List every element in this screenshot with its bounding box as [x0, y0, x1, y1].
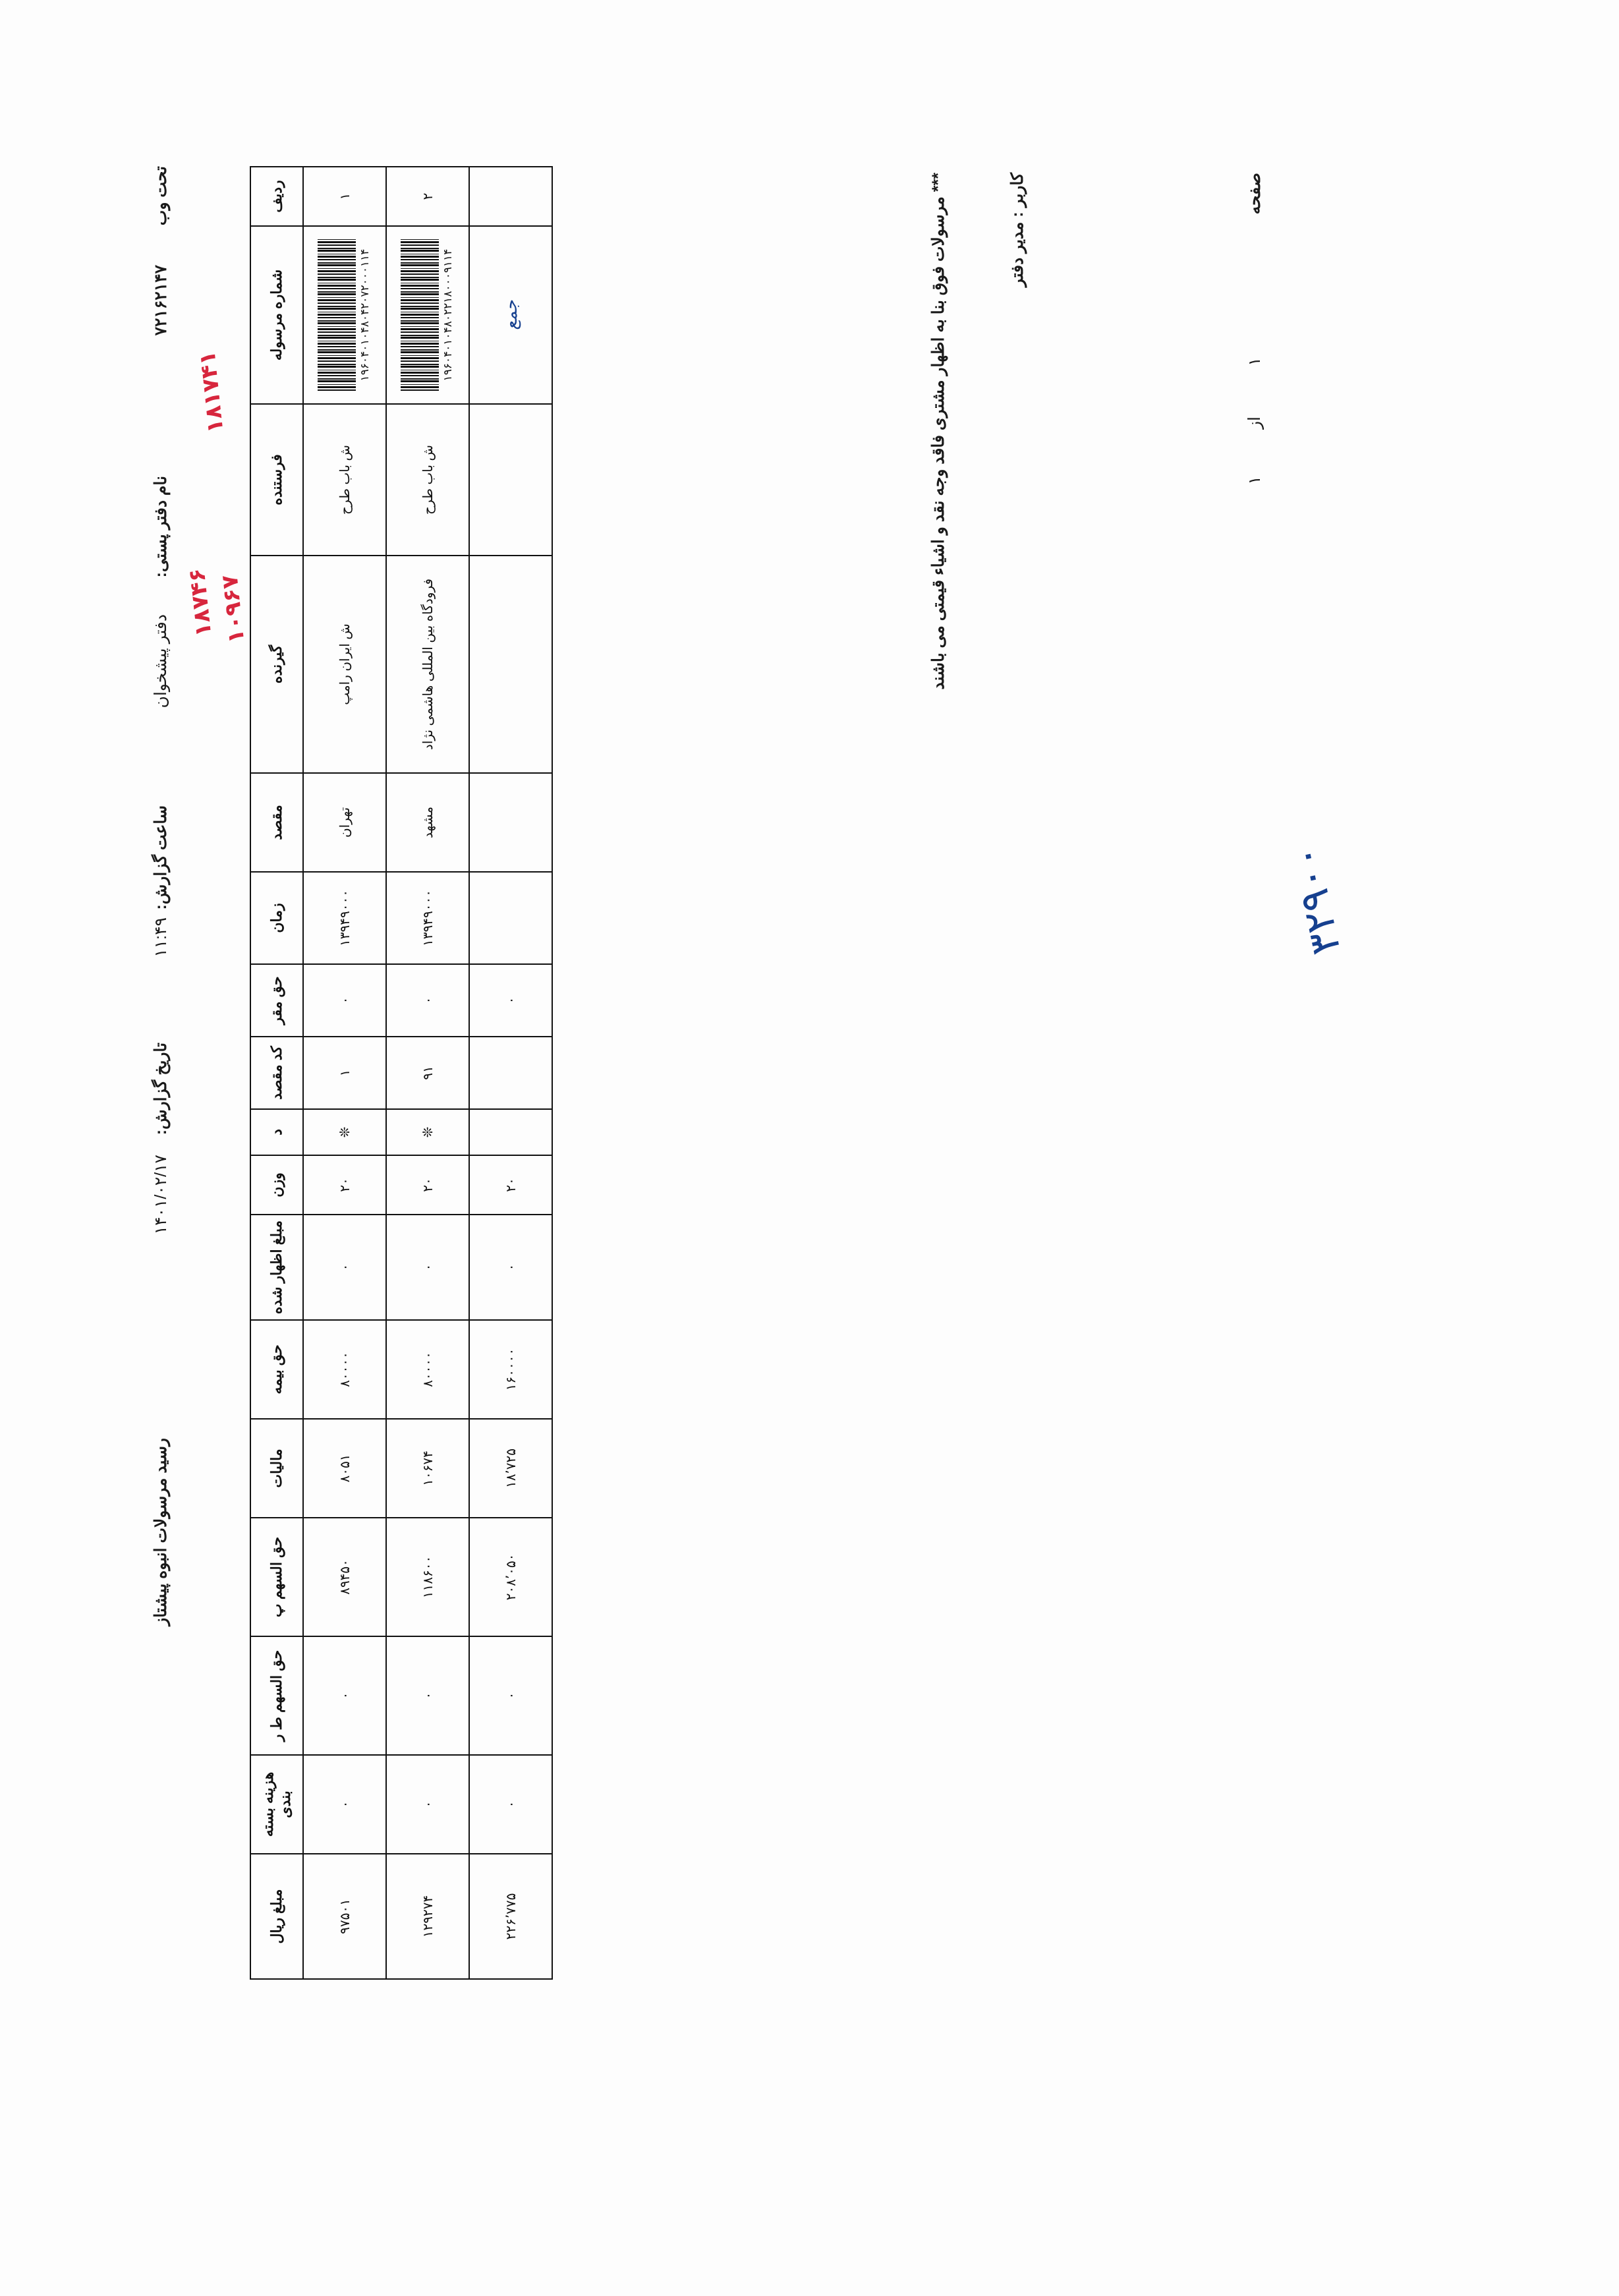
cell-declared-amount: ۰: [386, 1215, 469, 1320]
cell-packing-cost: ۰: [303, 1755, 386, 1854]
cell-sender: ش باب طرح: [386, 404, 469, 556]
cell-destination: [469, 773, 552, 872]
th-packing-cost: هزینه بسته بندی: [250, 1755, 303, 1854]
cell-tracking-number: [303, 226, 386, 404]
header-web-label: تحت وب: [151, 166, 170, 226]
cell-amount-rial: ۹۷۵۰۱: [303, 1854, 386, 1979]
cell-insurance: ۸۰۰۰۰: [303, 1320, 386, 1419]
th-weight: وزن: [250, 1155, 303, 1215]
cell-packing-cost: ۰: [386, 1755, 469, 1854]
cell-time: ۱۳۹۴۹۰۰۰: [303, 872, 386, 964]
handwritten-total-mark: جمع: [500, 300, 520, 330]
cell-tax: ۸۰۵۱: [303, 1419, 386, 1518]
barcode-number: ۱۹۶۰۴۰۱۰۴۸۰۴۲۰۷۲۰۰۰۱۱۴: [358, 248, 371, 382]
th-fee-right: حق مقر: [250, 964, 303, 1037]
cell-amount-rial: ۱۲۹۲۷۴: [386, 1854, 469, 1979]
th-insurance: حق بیمه: [250, 1320, 303, 1419]
cell-declared-amount: ۰: [469, 1215, 552, 1320]
document-body: [52, 67, 1568, 2229]
cell-d: ❊: [303, 1109, 386, 1155]
user-label: کاربر : مدیر دفتر: [1008, 173, 1027, 287]
report-date-label: تاریخ گزارش:: [151, 1043, 170, 1135]
page-total: ۱: [1245, 476, 1264, 485]
report-time-label: ساعت گزارش:: [151, 805, 170, 910]
table-row: [303, 167, 386, 1979]
red-note-2: ۱۸۷۴۶: [183, 567, 217, 638]
shipments-table: [250, 166, 553, 1980]
handwritten-blue-note: ۳۲۹۰۰: [1279, 841, 1350, 959]
red-note-3: ۱۰۹۶۷: [216, 573, 250, 645]
cell-share-tr: ۰: [303, 1636, 386, 1755]
cell-fee-right: ۰: [386, 964, 469, 1037]
cell-row: ۲: [386, 167, 469, 226]
th-tracking-number: شماره مرسوله: [250, 226, 303, 404]
cell-row: ۱: [303, 167, 386, 226]
cell-dest-code: ۱: [303, 1037, 386, 1109]
header-tracking-code: ۷۲۱۶۲۱۴۷: [151, 265, 170, 336]
cell-fee-right: ۰: [469, 964, 552, 1037]
cell-destination: تهران: [303, 773, 386, 872]
th-dest-code: کد مقصد: [250, 1037, 303, 1109]
cell-destination: مشهد: [386, 773, 469, 872]
cell-insurance: ۱۶۰۰۰۰: [469, 1320, 552, 1419]
report-time-value: ۱۱:۴۹: [151, 917, 170, 958]
th-d: د: [250, 1109, 303, 1155]
cell-dest-code: [469, 1037, 552, 1109]
th-share-tr: حق السهم ط ر: [250, 1636, 303, 1755]
cell-insurance: ۸۰۰۰۰: [386, 1320, 469, 1419]
document-title: رسید مرسولات انبوه پیشتاز: [151, 1438, 170, 1626]
red-note-1: ۱۸۱۷۴۱: [194, 349, 229, 434]
table-header-row: [250, 167, 303, 1979]
cell-tax: ۱۰۶۷۴: [386, 1419, 469, 1518]
cell-tracking-number: [386, 226, 469, 404]
barcode-number: ۱۹۶۰۴۰۱۰۴۸۰۲۲۱۸۰۰۰۹۱۱۴: [441, 248, 454, 382]
cell-weight: ۲۰: [386, 1155, 469, 1215]
barcode-image: [401, 239, 439, 391]
cell-weight: ۲۰: [303, 1155, 386, 1215]
th-share-p: حق السهم پ: [250, 1518, 303, 1636]
cell-share-p: ۲۰۸٬۰۵۰: [469, 1518, 552, 1636]
cell-receiver: فرودگاه بین المللی هاشمی نژاد: [386, 556, 469, 773]
th-tax: مالیات: [250, 1419, 303, 1518]
th-time: زمان: [250, 872, 303, 964]
cell-tax: ۱۸٬۷۲۵: [469, 1419, 552, 1518]
th-amount-rial: مبلغ ریال: [250, 1854, 303, 1979]
cell-share-tr: ۰: [386, 1636, 469, 1755]
th-destination: مقصد: [250, 773, 303, 872]
cell-time: [469, 872, 552, 964]
cell-fee-right: ۰: [303, 964, 386, 1037]
cell-share-tr: ۰: [469, 1636, 552, 1755]
post-office-label: نام دفتر پستی:: [151, 476, 170, 578]
th-row: ردیف: [250, 167, 303, 226]
cell-d: ❊: [386, 1109, 469, 1155]
cell-total-label: [469, 226, 552, 404]
cell-d: [469, 1109, 552, 1155]
page-current: ۱: [1245, 357, 1264, 366]
cell-receiver: ش ایران رامپ: [303, 556, 386, 773]
cell-amount-rial: ۲۲۶٬۷۷۵: [469, 1854, 552, 1979]
cell-packing-cost: ۰: [469, 1755, 552, 1854]
cell-sender: [469, 404, 552, 556]
document-rotator: [52, 67, 1568, 2229]
cell-row: [469, 167, 552, 226]
report-date-value: ۱۴۰۱/۰۲/۱۷: [151, 1155, 170, 1235]
cell-sender: ش باب طرح: [303, 404, 386, 556]
post-office-value: دفتر پیشخوان: [151, 614, 170, 708]
cell-share-p: ۸۹۴۵۰: [303, 1518, 386, 1636]
th-receiver: گیرنده: [250, 556, 303, 773]
disclaimer-note: *** مرسولات فوق بنا به اظهار مشتری فاقد وجه نقد و اشیاء قیمتی می باشند: [928, 173, 948, 690]
cell-share-p: ۱۱۸۶۰۰: [386, 1518, 469, 1636]
cell-dest-code: ۹۱: [386, 1037, 469, 1109]
page-label: صفحه: [1245, 173, 1264, 215]
th-declared-amount: مبلغ اظهار شده: [250, 1215, 303, 1320]
table-row: [386, 167, 469, 1979]
cell-receiver: [469, 556, 552, 773]
cell-declared-amount: ۰: [303, 1215, 386, 1320]
table-total-row: [469, 167, 552, 1979]
th-sender: فرستنده: [250, 404, 303, 556]
barcode-image: [318, 239, 356, 391]
cell-time: ۱۳۹۴۹۰۰۰: [386, 872, 469, 964]
cell-weight: ۲۰: [469, 1155, 552, 1215]
page-of: از: [1245, 416, 1264, 430]
